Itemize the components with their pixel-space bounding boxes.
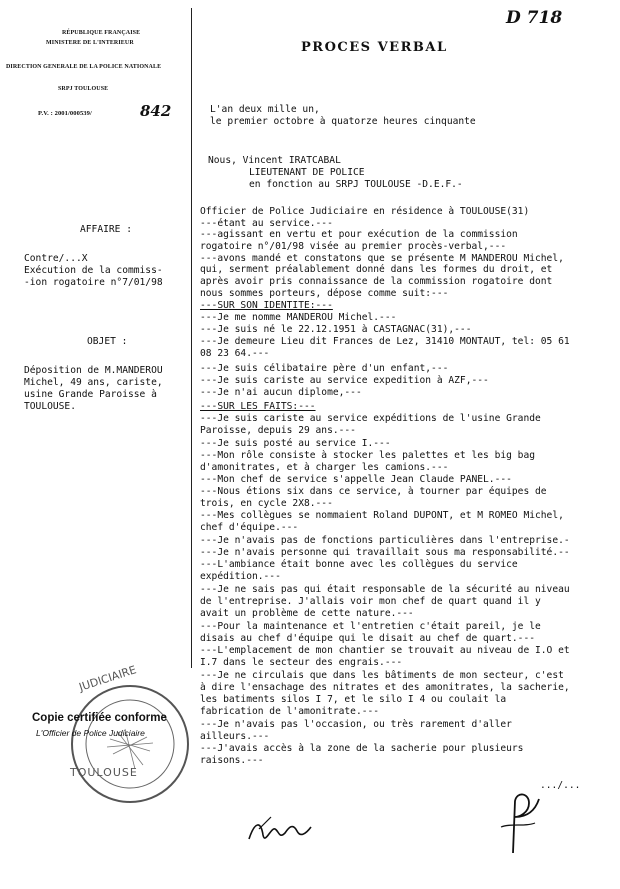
objet-heading: OBJET :	[87, 336, 128, 347]
body-line: d'amonitrates, et à charger les camions.---	[200, 462, 449, 473]
body-line: ---Je n'avais pas l'occasion, ou très rarement d'aller	[200, 719, 512, 730]
body-line: après avoir pris connaissance de la commission rogatoire dont	[200, 276, 553, 287]
affaire-line: Contre/...X	[24, 253, 88, 264]
body-line: ---Je n'avais personne qui travaillait sous ma responsabilité.--	[200, 547, 570, 558]
intro-line-2: le premier octobre à quatorze heures cinquante	[210, 116, 476, 127]
continuation-marker: .../...	[540, 780, 581, 791]
body-line: ---L'emplacement de mon chantier se trouvait au niveau de I.O et	[200, 645, 570, 656]
body-line: ---avons mandé et constatons que se présente M MANDEROU Michel,	[200, 253, 564, 264]
body-line: ---Mon rôle consiste à stocker les palettes et les big bag	[200, 450, 536, 461]
header-direction: DIRECTION GENERALE DE LA POLICE NATIONALE	[6, 64, 162, 70]
body-line: ---Je ne circulais que dans les bâtiments de mon secteur, c'est	[200, 670, 564, 681]
body-line: ---L'ambiance était bonne avec les collègues du service	[200, 559, 518, 570]
body-line: ---Mes collègues se nommaient Roland DUPONT, et M ROMEO Michel,	[200, 510, 564, 521]
body-line: ---Je suis célibataire père d'un enfant,---	[200, 363, 449, 374]
body-line: raisons.---	[200, 755, 264, 766]
body-line: ---Je suis cariste au service expéditions de l'usine Grande	[200, 413, 541, 424]
section-heading-identity: ---SUR SON IDENTITE:---	[200, 300, 333, 311]
stamp-overlay: Copie certifiée conforme	[32, 712, 167, 724]
body-line: à dire l'ensachage des nitrates et des amonitrates, la sacherie,	[200, 682, 570, 693]
stamp-officer: L'Officier de Police Judiciaire	[36, 728, 145, 738]
body-line: expédition.---	[200, 571, 281, 582]
body-line: ---Mon chef de service s'appelle Jean Claude PANEL.---	[200, 474, 512, 485]
body-line: ---Je suis posté au service I.---	[200, 438, 391, 449]
header-ministry: MINISTERE DE L'INTERIEUR	[46, 40, 134, 46]
intro-line-1: L'an deux mille un,	[210, 104, 320, 115]
body-line: ailleurs.---	[200, 731, 270, 742]
body-line: trois, en cycle 2X8.---	[200, 498, 333, 509]
body-line: ---étant au service.---	[200, 218, 333, 229]
affaire-line: -ion rogatoire n°7/01/98	[24, 277, 163, 288]
body-line: ---Je n'avais pas de fonctions particulières dans l'entreprise.-	[200, 535, 570, 546]
signature-witness	[226, 790, 296, 830]
body-line: ---Je n'ai aucun diplome,---	[200, 387, 362, 398]
affaire-heading: AFFAIRE :	[80, 224, 132, 235]
body-line: ---J'avais accès à la zone de la sacherie pour plusieurs	[200, 743, 524, 754]
page-title: PROCES VERBAL	[301, 40, 448, 55]
body-line: ---Nous étions six dans ce service, à tourner par équipes de	[200, 486, 547, 497]
body-line: disais au chef d'équipe qui le disait au chef de quart.---	[200, 633, 536, 644]
pv-handwritten: 842	[140, 102, 172, 120]
officer-assignment: en fonction au SRPJ TOULOUSE -D.E.F.-	[249, 179, 463, 190]
official-stamp	[32, 660, 186, 790]
body-line: avait un problème de cette nature.---	[200, 608, 414, 619]
stamp-city: TOULOUSE	[70, 766, 138, 779]
body-line: les batiments silos I 7, et le silo I 4 ou coulait la	[200, 694, 507, 705]
signature-officer	[476, 768, 536, 838]
body-line: rogatoire n°/01/98 visée au premier procès-verbal,---	[200, 241, 507, 252]
body-line: nous sommes porteurs, dépose comme suit:---	[200, 288, 449, 299]
body-line: Paroisse, depuis 29 ans.---	[200, 425, 356, 436]
officer-name: Nous, Vincent IRATCABAL	[208, 155, 341, 166]
objet-line: TOULOUSE.	[24, 401, 76, 412]
body-line: qui, serment préalablement donné dans les formes du droit, et	[200, 264, 553, 275]
objet-line: Michel, 49 ans, cariste,	[24, 377, 163, 388]
body-line: ---Je demeure Lieu dit Frances de Lez, 31410 MONTAUT, tel: 05 61	[200, 336, 570, 347]
body-line: ---Je me nomme MANDEROU Michel.---	[200, 312, 397, 323]
affaire-line: Exécution de la commiss-	[24, 265, 163, 276]
stamp-seal	[55, 679, 205, 809]
body-line: ---Je ne sais pas qui était responsable de la sécurité au niveau	[200, 584, 570, 595]
body-line: ---Je suis cariste au service expedition à AZF,---	[200, 375, 489, 386]
body-line: fabrication de l'amonitrate.---	[200, 706, 380, 717]
objet-line: Déposition de M.MANDEROU	[24, 365, 163, 376]
margin-rule	[191, 8, 192, 668]
stamp-ring-text: JUDICIAIRE	[77, 663, 138, 694]
body-line: chef d'équipe.---	[200, 522, 299, 533]
body-line: ---Je suis né le 22.12.1951 à CASTAGNAC(31),---	[200, 324, 472, 335]
body-line: 08 23 64.---	[200, 348, 270, 359]
header-republic: RÉPUBLIQUE FRANÇAISE	[62, 30, 141, 36]
body-line: ---Pour la maintenance et l'entretien c'était pareil, je le	[200, 621, 541, 632]
pv-number: P.V. : 2001/000539/	[38, 110, 92, 117]
body-line: de l'entreprise. J'allais voir mon chef de quart quand il y	[200, 596, 541, 607]
body-line: I.7 dans le secteur des engrais.---	[200, 657, 403, 668]
section-heading-facts: ---SUR LES FAITS:---	[200, 401, 316, 412]
body-line: Officier de Police Judiciaire en résidence à TOULOUSE(31)	[200, 206, 530, 217]
officer-rank: LIEUTENANT DE POLICE	[249, 167, 365, 178]
document-reference: D 718	[506, 8, 563, 28]
header-service: SRPJ TOULOUSE	[58, 86, 109, 92]
objet-line: usine Grande Paroisse à	[24, 389, 157, 400]
body-line: ---agissant en vertu et pour exécution de la commission	[200, 229, 518, 240]
